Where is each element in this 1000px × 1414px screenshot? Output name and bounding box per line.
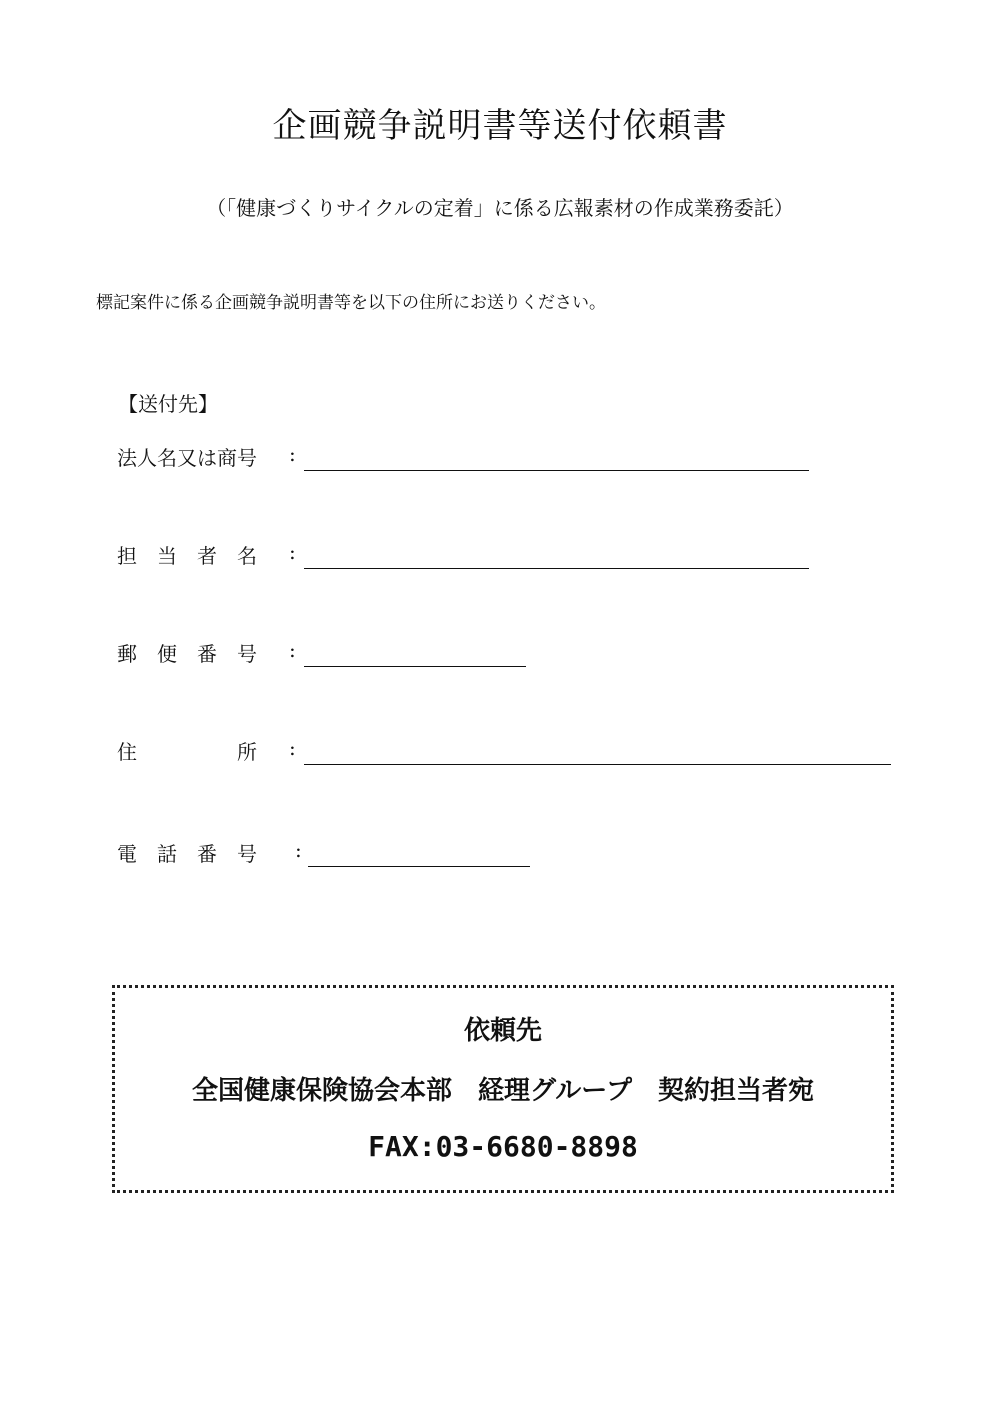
- contact-person-label: 担 当 者 名: [117, 544, 257, 568]
- postal-code-label: 郵 便 番 号: [117, 642, 257, 666]
- contact-person-colon: :: [289, 540, 296, 564]
- section-heading-destination: 【送付先】: [118, 392, 218, 416]
- fax-number: FAX:03-6680-8898: [368, 1130, 638, 1163]
- postal-code-input-line[interactable]: [304, 666, 526, 667]
- address-field[interactable]: [117, 736, 897, 766]
- company-name-colon: :: [289, 442, 296, 466]
- contact-person-input-line[interactable]: [304, 568, 809, 569]
- document-title: 企画競争説明書等送付依頼書: [272, 106, 728, 146]
- intro-text: 標記案件に係る企画競争説明書等を以下の住所にお送りください。: [96, 293, 606, 313]
- request-destination-heading: 依頼先: [463, 1016, 542, 1046]
- address-label: 住 所: [117, 740, 257, 764]
- phone-number-input-line[interactable]: [308, 866, 530, 867]
- address-input-line[interactable]: [304, 764, 891, 765]
- phone-number-label: 電 話 番 号: [117, 842, 257, 866]
- request-destination-box: [112, 985, 894, 1193]
- address-colon: :: [289, 736, 296, 760]
- company-name-field[interactable]: [117, 442, 817, 472]
- contact-person-field[interactable]: [117, 540, 817, 570]
- postal-code-field[interactable]: [117, 638, 537, 668]
- phone-number-colon: :: [295, 838, 302, 862]
- request-recipient-name: 全国健康保険協会本部 経理グループ 契約担当者宛: [192, 1076, 814, 1106]
- company-name-label: 法人名又は商号: [117, 446, 257, 470]
- phone-number-field[interactable]: [117, 838, 537, 868]
- postal-code-colon: :: [289, 638, 296, 662]
- company-name-input-line[interactable]: [304, 470, 809, 471]
- document-subtitle: （「健康づくりサイクルの定着」に係る広報素材の作成業務委託）: [206, 196, 794, 220]
